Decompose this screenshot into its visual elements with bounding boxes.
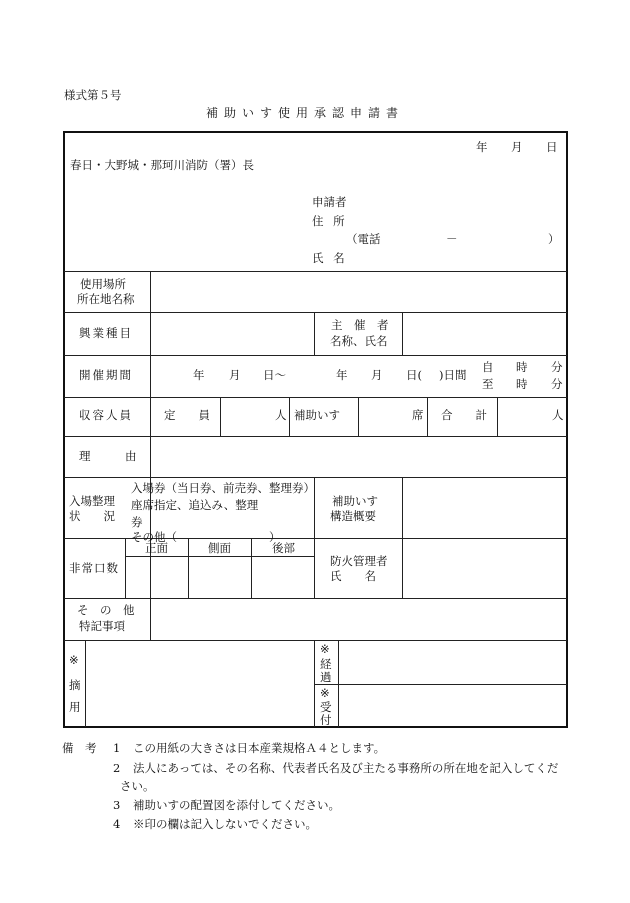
address-label: 住 所	[312, 214, 345, 228]
note-1-text: この用紙の大きさは日本産業規格Ａ４とします。	[133, 741, 386, 755]
capacity-line-3	[358, 397, 359, 436]
divider-exit	[64, 598, 567, 599]
capacity-label: 収容人員	[79, 408, 133, 422]
time-to-minute: 分	[551, 377, 563, 391]
form-number: 様式第５号	[64, 88, 122, 102]
admission-label-2: 状 況	[69, 509, 115, 523]
aux-chairs-label: 補助いす	[294, 408, 340, 422]
organizer-line-right	[402, 312, 403, 355]
organizer-label-1: 主 催 者	[331, 318, 389, 332]
capacity-line-4	[427, 397, 428, 436]
note-2-number: 2	[113, 761, 121, 775]
fixed-unit: 人	[275, 408, 287, 422]
admission-line-mid	[314, 477, 315, 598]
note-2-continuation: さい。	[120, 779, 155, 793]
other-label-1: そ の 他	[77, 603, 135, 617]
applicant-label: 申請者	[312, 195, 347, 209]
memo-mark: ※	[69, 653, 79, 667]
date-day: 日	[546, 140, 558, 154]
note-3-number: 3	[113, 798, 121, 812]
exit-side-label: 側面	[208, 541, 231, 555]
admission-text-2: 座席指定、追込み、整理	[131, 498, 259, 512]
note-1-number: 1	[113, 741, 121, 755]
total-unit: 人	[552, 408, 564, 422]
progress-mark: ※	[320, 642, 330, 656]
admission-text-4-clip	[131, 530, 314, 544]
time-from-label: 自	[482, 360, 494, 374]
capacity-line-5	[497, 397, 498, 436]
period-days: )日間	[439, 368, 467, 382]
divider-capacity	[64, 436, 567, 437]
aux-structure-label-1: 補助いす	[332, 494, 378, 508]
exit-rear-label: 後部	[272, 541, 295, 555]
capacity-line-2	[289, 397, 290, 436]
notes-heading: 備 考	[62, 741, 97, 755]
exit-column-line	[125, 538, 126, 598]
divider-period	[64, 397, 567, 398]
divider-progress	[314, 684, 567, 685]
phone-dash: －	[446, 232, 458, 246]
time-to-hour: 時	[516, 377, 528, 391]
period-day-from: 日～	[263, 368, 286, 382]
time-to-label: 至	[482, 377, 494, 391]
addressee: 春日・大野城・那珂川消防（署）長	[70, 158, 254, 172]
fire-manager-label-2: 氏 名	[330, 569, 376, 583]
time-from-hour: 時	[516, 360, 528, 374]
progress-line-right	[338, 640, 339, 727]
memo-label-2: 用	[69, 700, 81, 714]
period-year-1: 年	[193, 368, 205, 382]
exit-line-2	[251, 538, 252, 598]
memo-line	[85, 640, 86, 727]
admission-label-1: 入場整理	[69, 494, 115, 508]
organizer-label-2: 名称、氏名	[330, 334, 388, 348]
period-day-2: 日(	[406, 368, 422, 382]
divider-exit-headers	[125, 556, 314, 557]
reason-label: 理 由	[79, 449, 137, 463]
aux-structure-label-2: 構造概要	[330, 509, 376, 523]
fixed-label: 定 員	[164, 408, 210, 422]
name-label: 氏 名	[312, 251, 345, 265]
venue-label-2: 所在地名称	[77, 292, 135, 306]
total-label: 合 計	[441, 408, 487, 422]
exit-front-label: 正面	[145, 541, 168, 555]
divider-top-block	[64, 271, 567, 272]
date-year: 年	[476, 140, 488, 154]
capacity-line-1	[220, 397, 221, 436]
label-column-line-other	[150, 598, 151, 640]
admission-text-4: その他（ ）	[131, 530, 281, 544]
organizer-line-left	[314, 312, 315, 355]
period-month-2: 月	[371, 368, 383, 382]
memo-label-1: 摘	[69, 678, 81, 692]
aux-chairs-unit: 席	[412, 408, 424, 422]
period-month-1: 月	[229, 368, 241, 382]
admission-text-3: 券	[131, 515, 143, 529]
divider-reason	[64, 477, 567, 478]
note-4-number: 4	[113, 817, 121, 831]
note-4-text: ※印の欄は記入しないでください。	[133, 817, 317, 831]
phone-open: （電話	[346, 232, 381, 246]
business-type-label: 興業種目	[79, 326, 133, 340]
note-3-text: 補助いすの配置図を添付してください。	[133, 798, 340, 812]
divider-venue	[64, 312, 567, 313]
period-year-2: 年	[336, 368, 348, 382]
phone-close: ）	[548, 232, 560, 246]
date-month: 月	[511, 140, 523, 154]
progress-line-left	[314, 640, 315, 727]
progress-label: 経過	[320, 657, 332, 684]
admission-line-right	[402, 477, 403, 598]
admission-text-1: 入場券（当日券、前売券、整理券）	[131, 481, 315, 495]
note-2-text: 法人にあっては、その名称、代表者氏名及び主たる事務所の所在地を記入してくだ	[133, 761, 559, 775]
receipt-label: 受付	[320, 700, 332, 727]
exit-line-1	[188, 538, 189, 598]
form-title: 補助いす使用承認申請書	[206, 106, 405, 120]
fire-manager-label-1: 防火管理者	[330, 554, 388, 568]
exit-label: 非常口数	[69, 561, 119, 575]
other-label-2: 特記事項	[79, 619, 125, 633]
venue-label-1: 使用場所	[80, 277, 126, 291]
divider-business	[64, 355, 567, 356]
period-label: 開催期間	[79, 368, 133, 382]
receipt-mark: ※	[320, 686, 330, 700]
time-from-minute: 分	[551, 360, 563, 374]
divider-other	[64, 640, 567, 641]
